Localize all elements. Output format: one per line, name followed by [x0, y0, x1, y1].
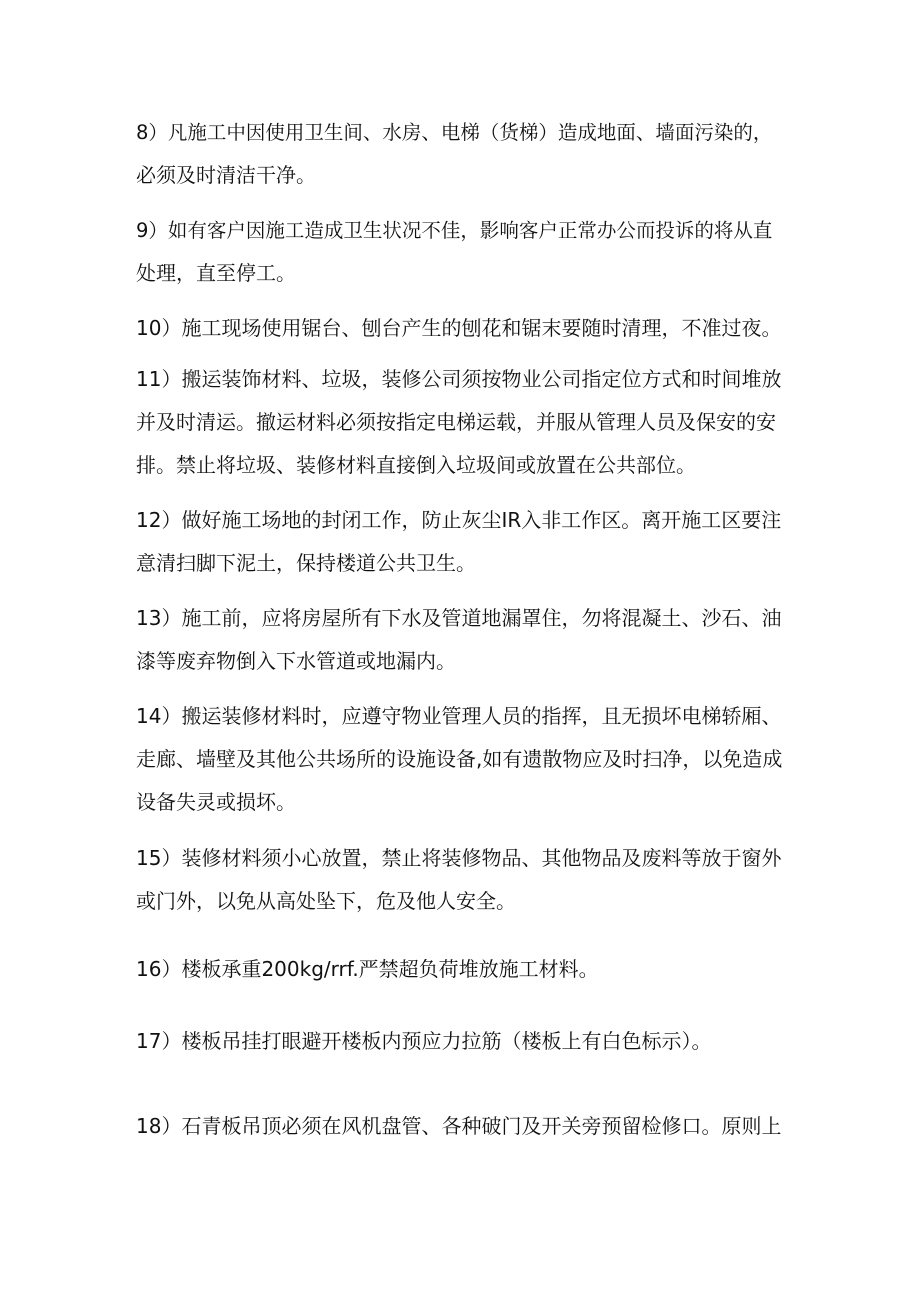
list-item: [136, 597, 786, 683]
text-line: 11）搬运装饰材料、垃圾，装修公司须按物业公司指定位方式和时间堆放: [136, 367, 782, 391]
text-line: 12）做好施工场地的封闭工作，防止灰尘IR入非工作区。离开施工区要注: [136, 508, 782, 532]
text-line: 13）施工前，应将房屋所有下水及管道地漏罩住，勿将混凝土、沙石、油: [136, 606, 782, 630]
text-line: 走廊、墙壁及其他公共场所的设施设备,如有遗散物应及时扫净，以免造成: [136, 747, 783, 771]
text-line: 处理，直至停工。: [136, 261, 296, 285]
text-line: 15）装修材料须小心放置，禁止将装修物品、其他物品及废料等放于窗外: [136, 846, 782, 870]
text-line: 16）楼板承重200kg/rrf.严禁超负荷堆放施工材料。: [136, 957, 599, 981]
text-line: 18）石青板吊顶必须在风机盘管、各种破门及开关旁预留检修口。原则上: [136, 1114, 782, 1138]
list-item: [136, 837, 786, 923]
list-item: [136, 1105, 786, 1148]
text-line: 或门外，以免从高处坠下，危及他人安全。: [136, 889, 516, 913]
text-line: 必须及时清洁干净。: [136, 163, 316, 187]
text-line: 意清扫脚下泥土，保持楼道公共卫生。: [136, 551, 476, 575]
text-line: 9）如有客户因施工造成卫生状况不佳，影响客户正常办公而投诉的将从直: [136, 219, 773, 242]
text-line: 设备失灵或损坏。: [136, 790, 296, 814]
list-item: [136, 307, 786, 350]
list-item: [136, 111, 786, 197]
list-item: [136, 499, 786, 585]
text-line: 并及时清运。撤运材料必须按指定电梯运载，并服从管理人员及保安的安: [136, 410, 776, 434]
list-item: [136, 948, 786, 991]
text-line: 14）搬运装修材料时，应遵守物业管理人员的指挥，且无损坏电梯轿厢、: [136, 704, 782, 728]
text-line: 17）楼板吊挂打眼避开楼板内预应力拉筋（楼板上有白色标示）。: [136, 1029, 712, 1053]
list-item: [136, 358, 786, 487]
list-item: [136, 209, 786, 295]
text-line: 漆等废弃物倒入下水管道或地漏内。: [136, 649, 456, 673]
list-item: [136, 695, 786, 824]
text-line: 排。禁止将垃圾、装修材料直接倒入垃圾间或放置在公共部位。: [136, 453, 696, 477]
list-item: [136, 1020, 786, 1063]
text-line: 8）凡施工中因使用卫生间、水房、电梯（货梯）造成地面、墙面污染的，: [136, 121, 773, 144]
text-line: 10）施工现场使用锯台、刨台产生的刨花和锯末要随时清理，不准过夜。: [136, 316, 782, 340]
